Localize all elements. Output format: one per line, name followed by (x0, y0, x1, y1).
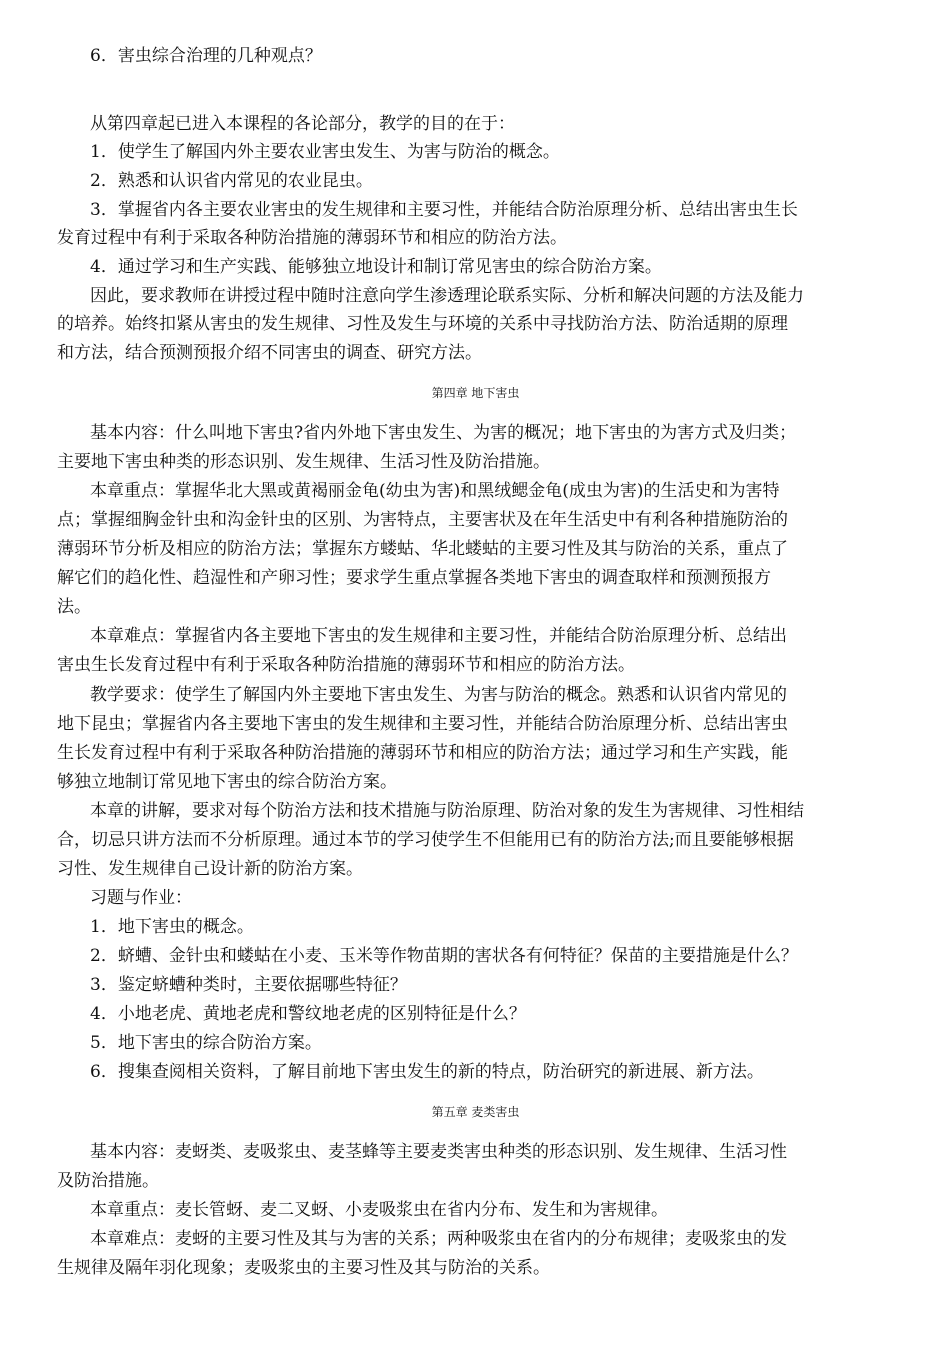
text-line: 因此，要求教师在讲授过程中随时注意向学生渗透理论联系实际、分析和解决问题的方法及能力 (90, 286, 804, 306)
text-line: 发育过程中有利于采取各种防治措施的薄弱环节和相应的防治方法。 (57, 228, 567, 248)
text-line: 4．通过学习和生产实践、能够独立地设计和制订常见害虫的综合防治方案。 (90, 257, 662, 277)
text-line: 法。 (57, 597, 91, 617)
text-line: 本章难点：麦蚜的主要习性及其与为害的关系；两种吸浆虫在省内的分布规律；麦吸浆虫的发 (90, 1229, 787, 1249)
text-line: 点；掌握细胸金针虫和沟金针虫的区别、为害特点，主要害状及在年生活史中有利各种措施防治的 (57, 510, 788, 530)
chapter-heading: 第五章 麦类害虫 (431, 1105, 520, 1119)
text-line: 5．地下害虫的综合防治方案。 (90, 1033, 322, 1053)
text-line: 基本内容：什么叫地下害虫?省内外地下害虫发生、为害的概况；地下害虫的为害方式及归类； (90, 423, 797, 443)
text-line: 的培养。始终扣紧从害虫的发生规律、习性及发生与环境的关系中寻找防治方法、防治适期的原理 (57, 314, 788, 334)
text-line: 本章重点：麦长管蚜、麦二叉蚜、小麦吸浆虫在省内分布、发生和为害规律。 (90, 1200, 668, 1220)
text-line: 1．使学生了解国内外主要农业害虫发生、为害与防治的概念。 (90, 142, 560, 162)
text-line: 习题与作业： (90, 888, 192, 908)
chapter-heading: 第四章 地下害虫 (431, 386, 520, 400)
text-line: 本章的讲解，要求对每个防治方法和技术措施与防治原理、防治对象的发生为害规律、习性相结 (90, 801, 804, 821)
text-line: 习性、发生规律自己设计新的防治方案。 (57, 859, 363, 879)
text-line: 生规律及隔年羽化现象；麦吸浆虫的主要习性及其与防治的关系。 (57, 1258, 550, 1278)
text-line: 基本内容：麦蚜类、麦吸浆虫、麦茎蜂等主要麦类害虫种类的形态识别、发生规律、生活习性 (90, 1142, 787, 1162)
text-line: 6．害虫综合治理的几种观点？ (90, 46, 322, 66)
text-line: 3．掌握省内各主要农业害虫的发生规律和主要习性，并能结合防治原理分析、总结出害虫生长 (90, 200, 798, 220)
text-line: 教学要求：使学生了解国内外主要地下害虫发生、为害与防治的概念。熟悉和认识省内常见的 (90, 685, 787, 705)
text-line: 本章重点：掌握华北大黑或黄褐丽金龟(幼虫为害)和黑绒鳃金龟(成虫为害)的生活史和为害特 (90, 481, 780, 501)
text-line: 3．鉴定蛴螬种类时，主要依据哪些特征？ (90, 975, 407, 995)
text-line: 地下昆虫；掌握省内各主要地下害虫的发生规律和主要习性，并能结合防治原理分析、总结出害虫 (57, 714, 788, 734)
text-line: 2．蛴螬、金针虫和蝼蛄在小麦、玉米等作物苗期的害状各有何特征？保苗的主要措施是什么？ (90, 946, 798, 966)
text-line: 及防治措施。 (57, 1171, 159, 1191)
text-line: 生长发育过程中有利于采取各种防治措施的薄弱环节和相应的防治方法；通过学习和生产实践，能 (57, 743, 788, 763)
text-line: 从第四章起已进入本课程的各论部分，教学的目的在于： (90, 114, 515, 134)
text-line: 薄弱环节分析及相应的防治方法；掌握东方蝼蛄、华北蝼蛄的主要习性及其与防治的关系，重点了 (57, 539, 788, 559)
text-line: 6．搜集查阅相关资料，了解目前地下害虫发生的新的特点，防治研究的新进展、新方法。 (90, 1062, 764, 1082)
text-line: 合，切忌只讲方法而不分析原理。通过本节的学习使学生不但能用已有的防治方法;而且要能够根据 (57, 830, 794, 850)
text-line: 够独立地制订常见地下害虫的综合防治方案。 (57, 772, 397, 792)
text-line: 本章难点：掌握省内各主要地下害虫的发生规律和主要习性，并能结合防治原理分析、总结出 (90, 626, 787, 646)
text-line: 解它们的趋化性、趋湿性和产卵习性；要求学生重点掌握各类地下害虫的调查取样和预测预报方 (57, 568, 771, 588)
text-line: 主要地下害虫种类的形态识别、发生规律、生活习性及防治措施。 (57, 452, 550, 472)
text-line: 4．小地老虎、黄地老虎和警纹地老虎的区别特征是什么？ (90, 1004, 526, 1024)
text-line: 害虫生长发育过程中有利于采取各种防治措施的薄弱环节和相应的防治方法。 (57, 655, 635, 675)
text-line: 1．地下害虫的概念。 (90, 917, 254, 937)
text-line: 2．熟悉和认识省内常见的农业昆虫。 (90, 171, 373, 191)
text-line: 和方法，结合预测预报介绍不同害虫的调查、研究方法。 (57, 343, 482, 363)
